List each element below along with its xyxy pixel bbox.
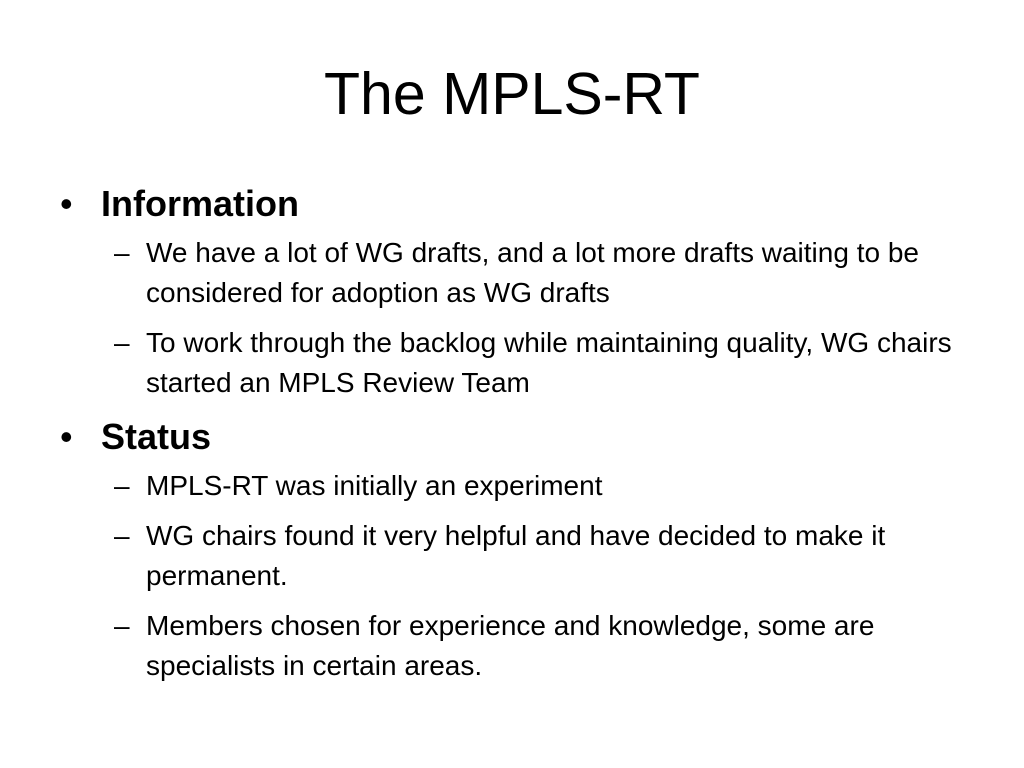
dash-icon: – <box>114 520 130 551</box>
list-item <box>101 516 974 596</box>
sub-list <box>101 466 974 686</box>
dash-icon: – <box>114 237 130 268</box>
dash-icon: – <box>114 327 130 358</box>
dash-icon: – <box>114 610 130 641</box>
list-item <box>101 323 974 403</box>
dash-icon: – <box>114 470 130 501</box>
slide-title: The MPLS-RT <box>324 61 700 127</box>
list-item <box>101 233 974 313</box>
sub-list <box>101 233 974 403</box>
list-item-text: MPLS-RT was initially an experiment <box>146 470 603 501</box>
section-heading: Status <box>101 416 212 457</box>
bullet-icon: • <box>60 416 73 457</box>
bullet-icon: • <box>60 183 73 224</box>
list-item-text: WG chairs found it very helpful and have decided to make it permanent. <box>146 520 886 591</box>
list-item-text: Members chosen for experience and knowledge, some are specialists in certain areas. <box>146 610 875 681</box>
section-information <box>54 180 974 403</box>
list-item <box>101 606 974 686</box>
list-item <box>101 466 974 506</box>
list-item-text: To work through the backlog while maintaining quality, WG chairs started an MPLS Review Team <box>146 327 952 398</box>
section-heading: Information <box>101 183 299 224</box>
slide-body <box>54 180 974 696</box>
list-item-text: We have a lot of WG drafts, and a lot more drafts waiting to be considered for adoption as WG drafts <box>146 237 919 308</box>
section-status <box>54 413 974 686</box>
